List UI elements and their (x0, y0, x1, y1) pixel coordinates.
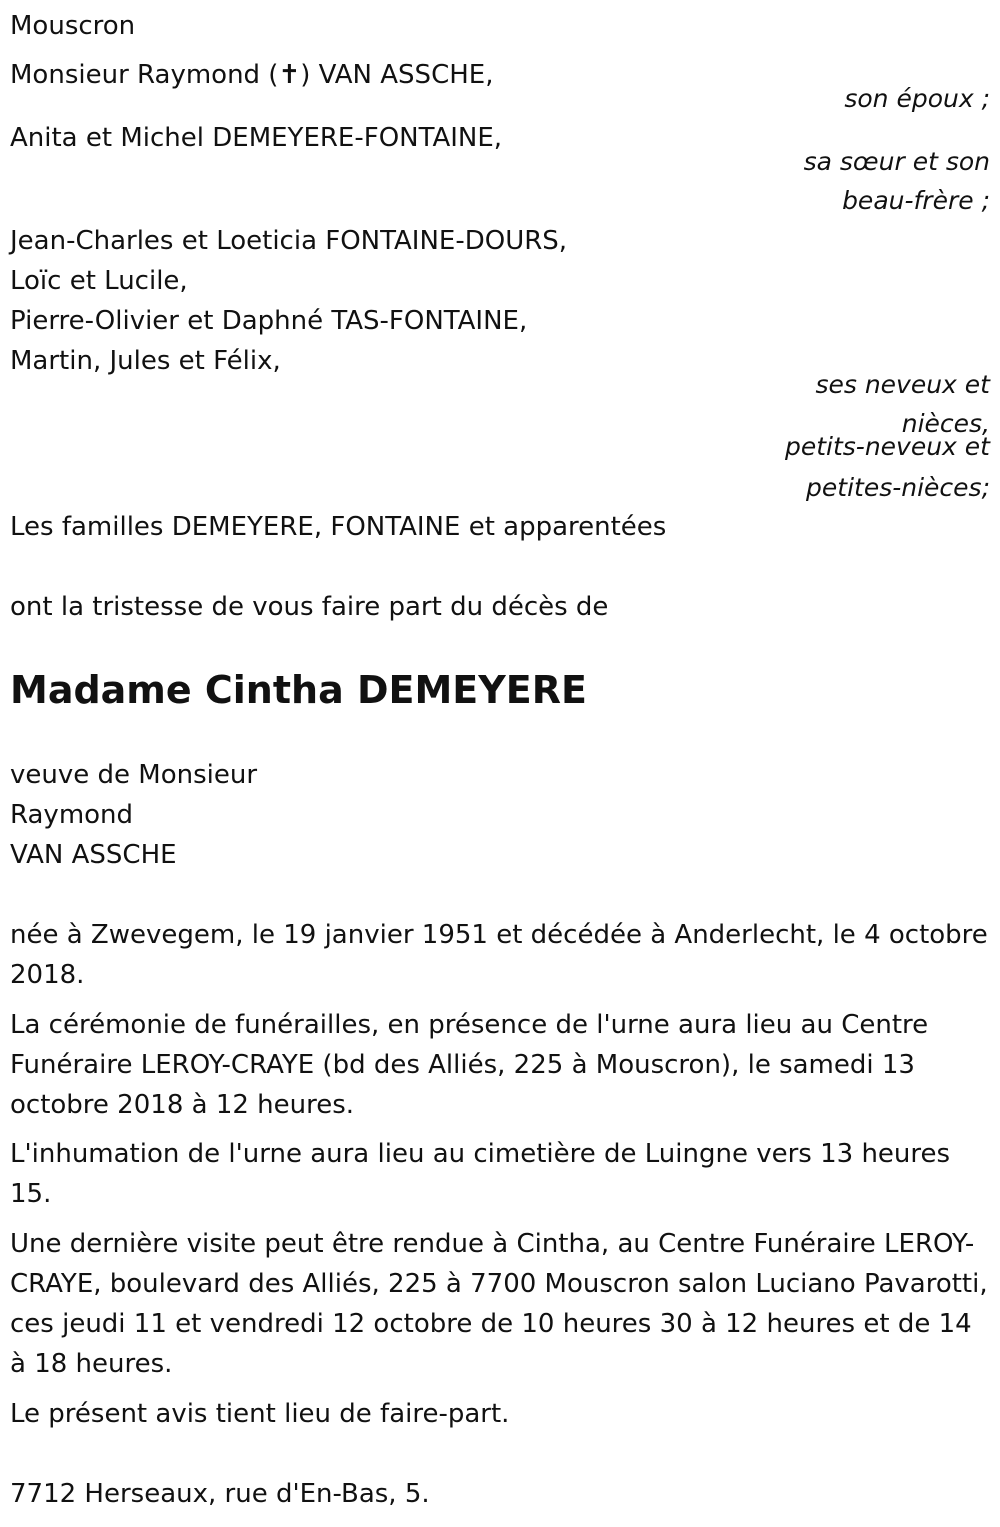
address-text: 7712 Herseaux, rue d'En-Bas, 5. (10, 1479, 430, 1509)
widow-of-line-3: VAN ASSCHE (10, 840, 177, 870)
widow-of-line-1: veuve de Monsieur (10, 760, 258, 790)
sister-relation-line-1: sa sœur et son (803, 147, 990, 176)
nephews-relation-line-1: ses neveux et (815, 370, 990, 399)
nephews-relation-line-2: nièces, (901, 409, 990, 438)
nephews-relation-line-4: petites-nièces; (806, 473, 990, 502)
burial-paragraph: L'inhumation de l'urne aura lieu au cimetière de Luingne vers 13 heures 15. (10, 1139, 951, 1209)
sister-relation-line-2: beau-frère ; (842, 186, 990, 215)
nephew-line-1: Jean-Charles et Loeticia FONTAINE-DOURS, (10, 226, 568, 256)
nephew-line-2: Loïc et Lucile, (10, 266, 188, 296)
widow-of-line-2: Raymond (10, 800, 134, 830)
sister-names: Anita et Michel DEMEYERE-FONTAINE, (10, 123, 503, 153)
nephews-relation-line-3: petits-neveux et (784, 432, 990, 461)
birth-death-paragraph: née à Zwevegem, le 19 janvier 1951 et décédée à Anderlecht, le 4 octobre 2018. (10, 920, 988, 990)
families-line: Les familles DEMEYERE, FONTAINE et apparentées (10, 512, 667, 542)
notice-text: Le présent avis tient lieu de faire-part. (10, 1399, 510, 1429)
visit-paragraph: Une dernière visite peut être rendue à Cintha, au Centre Funéraire LEROY-CRAYE, boulevard des Alliés, 225 à 7700 Mouscron salon Luciano Pavarotti, ces jeudi 11 et vendredi 12 octobre de 10 heures 30 à 12 heures et de 14 à 18 heures. (10, 1229, 988, 1379)
husband-name: Monsieur Raymond (✝) VAN ASSCHE, (10, 60, 494, 90)
husband-relation: son époux ; (844, 84, 990, 113)
deceased-name: Madame Cintha DEMEYERE (10, 668, 587, 712)
nephew-line-4: Martin, Jules et Félix, (10, 346, 281, 376)
city-name: Mouscron (10, 11, 136, 41)
nephew-line-3: Pierre-Olivier et Daphné TAS-FONTAINE, (10, 306, 528, 336)
ceremony-paragraph: La cérémonie de funérailles, en présence de l'urne aura lieu au Centre Funéraire LEROY-CRAYE (bd des Alliés, 225 à Mouscron), le samedi 13 octobre 2018 à 12 heures. (10, 1010, 929, 1120)
announcement-text: ont la tristesse de vous faire part du décès de (10, 592, 609, 622)
